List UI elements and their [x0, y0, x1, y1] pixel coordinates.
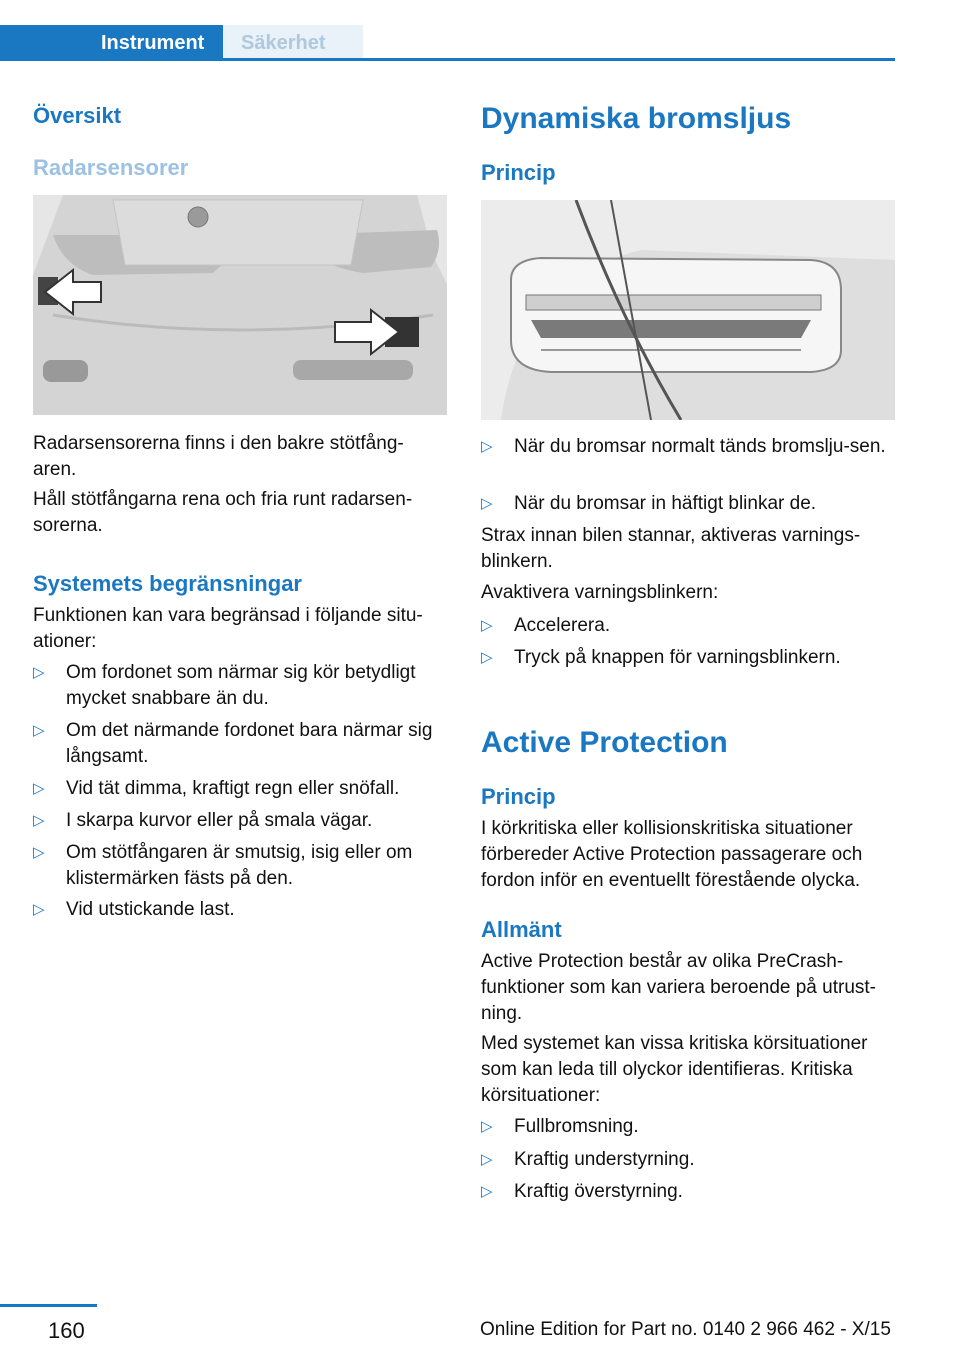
- tab-bar-rule: [0, 58, 895, 61]
- tab-sakerhet[interactable]: [223, 25, 363, 58]
- bullet-icon: ▷: [481, 1118, 493, 1135]
- heading-active-protection: Active Protection: [481, 726, 728, 759]
- heading-oversikt: Översikt: [33, 103, 122, 128]
- paragraph-active-protection-principle: I körkritiska eller kollisionskritiska situationer förbereder Active Protection passagerare och fordon inför en eventuellt förestående olycka.: [481, 818, 863, 891]
- tab-bar: [0, 25, 895, 61]
- bullet-icon: ▷: [481, 438, 493, 455]
- page-number: 160: [48, 1318, 85, 1343]
- tab-instrument[interactable]: [0, 25, 223, 61]
- bullet-icon: ▷: [481, 495, 493, 512]
- paragraph-radar-location: Radarsensorerna finns i den bakre stötfång-aren.: [33, 433, 404, 480]
- tab-instrument-label: Instrument: [101, 32, 205, 54]
- heading-princip-2: Princip: [481, 784, 556, 809]
- bullet-icon: ▷: [33, 722, 45, 739]
- heading-radarsensorer: Radarsensorer: [33, 155, 189, 180]
- paragraph-critical-situations: Med systemet kan vissa kritiska körsituationer som kan leda till olyckor identifieras. Kritiska körsituationer:: [481, 1033, 868, 1106]
- heading-princip: Princip: [481, 160, 556, 185]
- bullet-icon: ▷: [481, 649, 493, 666]
- bullet-icon: ▷: [481, 617, 493, 634]
- bullet-icon: ▷: [33, 844, 45, 861]
- radar-sensor-illustration: [33, 195, 447, 415]
- heading-system-limits: Systemets begränsningar: [33, 571, 302, 596]
- bullet-icon: ▷: [481, 1151, 493, 1168]
- edition-text: Online Edition for Part no. 0140 2 966 462 - X/15: [480, 1319, 891, 1340]
- bullet-icon: ▷: [33, 901, 45, 918]
- heading-dynamic-brake-lights: Dynamiska bromsljus: [481, 102, 792, 135]
- tab-sakerhet-label: Säkerhet: [241, 32, 326, 54]
- paragraph-precrash: Active Protection består av olika PreCrash-funktioner som kan variera beroende på utrust-ning.: [481, 951, 876, 1024]
- bullet-icon: ▷: [481, 1183, 493, 1200]
- paragraph-deactivate-hazard: Avaktivera varningsblinkern:: [481, 582, 719, 603]
- paragraph-hazard-activates: Strax innan bilen stannar, aktiveras varnings-blinkern.: [481, 525, 861, 572]
- brake-light-illustration: [481, 200, 895, 420]
- paragraph-radar-clean: Håll stötfångarna rena och fria runt radarsen-sorerna.: [33, 489, 413, 536]
- bullet-icon: ▷: [33, 664, 45, 681]
- footer-rule: [0, 1304, 97, 1307]
- heading-allmant: Allmänt: [481, 917, 562, 942]
- paragraph-limits-intro: Funktionen kan vara begränsad i följande situ-ationer:: [33, 605, 423, 652]
- bullet-icon: ▷: [33, 812, 45, 829]
- bullet-icon: ▷: [33, 780, 45, 797]
